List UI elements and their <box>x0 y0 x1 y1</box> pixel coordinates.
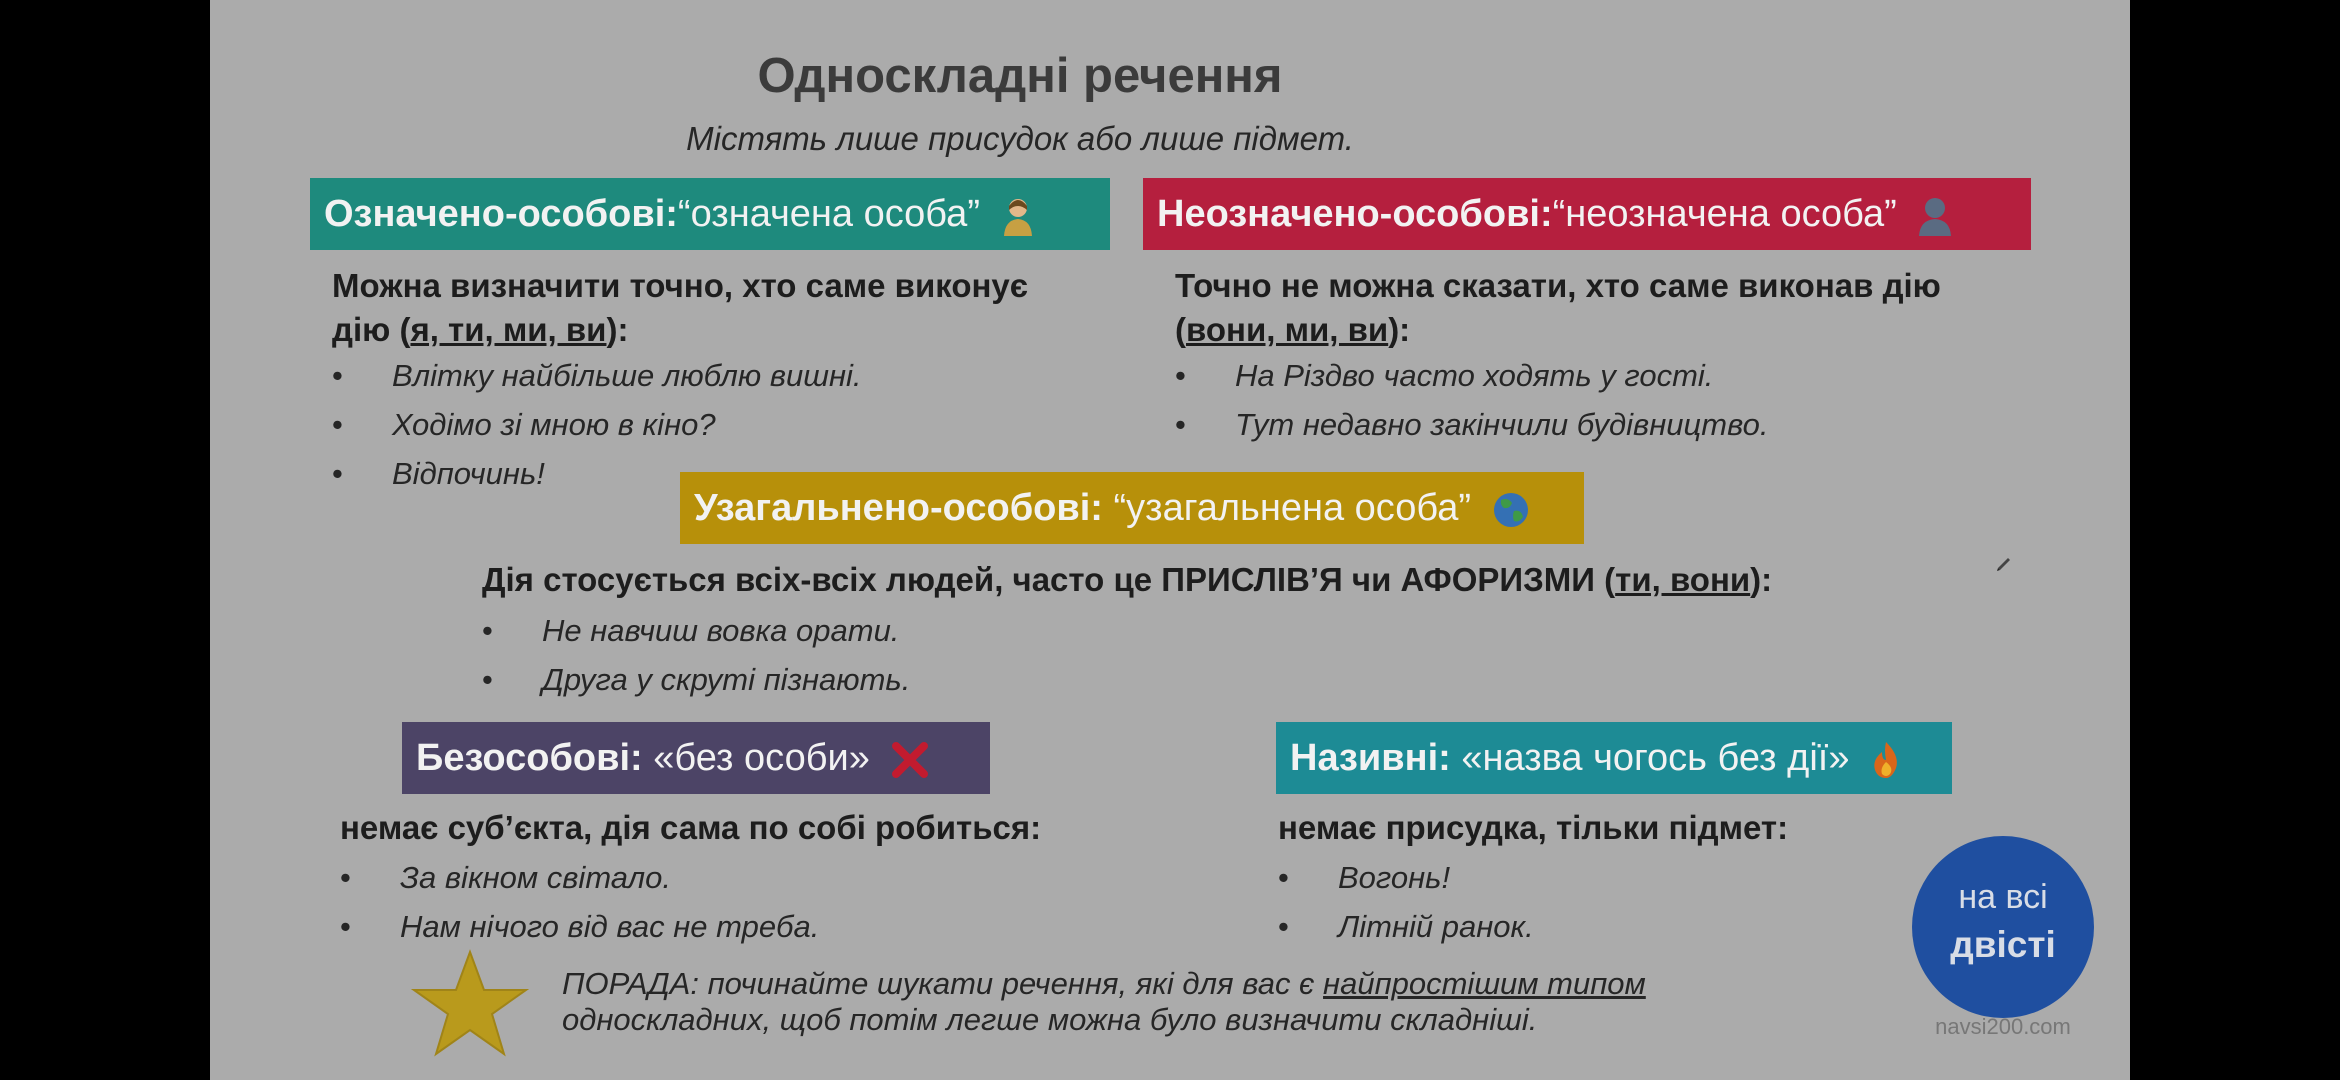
banner-indefinite-quote: “неозначена особа” <box>1552 193 1908 235</box>
banner-impersonal-term: Безособові: <box>416 737 654 779</box>
definite-heading-end: ): <box>606 311 629 348</box>
cross-icon <box>890 740 930 780</box>
list-item: • Тут недавно закінчили будівництво. <box>1175 400 1768 449</box>
list-item: • За вікном світало. <box>340 853 819 902</box>
banner-indefinite-term: Неозначено-особові: <box>1157 193 1553 235</box>
nominative-heading: немає присудка, тільки підмет: <box>1278 809 1789 846</box>
banner-impersonal-quote: «без особи» <box>653 737 870 779</box>
silhouette-icon <box>1917 196 1953 236</box>
generalized-heading-end: ): <box>1750 561 1773 598</box>
tip-text-part1: ПОРАДА: починайте шукати речення, які для вас є <box>562 966 1324 1001</box>
tip-underlined: найпростішим типом <box>1323 966 1646 1001</box>
fire-icon <box>1870 740 1902 780</box>
page-title: Односкладні речення <box>757 49 1283 103</box>
list-item: • На Різдво часто ходять у гості. <box>1175 351 1768 400</box>
list-item: • Друга у скруті пізнають. <box>482 655 910 704</box>
definite-heading <box>332 264 1092 352</box>
generalized-pronouns: ти, вони <box>1615 561 1751 598</box>
banner-nominative-term: Називні: <box>1290 737 1462 779</box>
page-subtitle: Містять лише присудок або лише підмет. <box>686 120 1354 157</box>
person-icon <box>1001 196 1035 236</box>
logo-line1: на всі <box>1958 878 2048 916</box>
banner-impersonal <box>402 722 990 794</box>
banner-generalized <box>680 472 1584 544</box>
banner-indefinite <box>1143 178 2031 250</box>
indefinite-heading <box>1175 264 2035 352</box>
tip-text-part2: односкладних, щоб потім легше можна було визначити складніші. <box>562 1002 1538 1037</box>
tip-text <box>562 966 1862 1038</box>
brand-url: navsi200.com <box>1935 1014 2071 1039</box>
indefinite-heading-end: ): <box>1388 311 1411 348</box>
definite-heading-text: Можна визначити точно, хто саме виконує дію ( <box>332 267 1028 348</box>
indefinite-heading-text: Точно не можна сказати, хто саме виконав дію ( <box>1175 267 1941 348</box>
list-item: • Літній ранок. <box>1278 902 1534 951</box>
indefinite-pronouns: вони, ми, ви <box>1186 311 1389 348</box>
nominative-examples <box>1278 853 1534 951</box>
banner-nominative-quote: «назва чогось без дії» <box>1461 737 1861 779</box>
generalized-heading <box>482 558 1882 602</box>
slide <box>210 0 2130 1080</box>
impersonal-examples <box>340 853 819 951</box>
list-item: • Не навчиш вовка орати. <box>482 606 910 655</box>
list-item: • Вогонь! <box>1278 853 1534 902</box>
banner-definite-quote: “означена особа” <box>677 193 980 235</box>
impersonal-heading: немає суб’єкта, дія сама по собі робиться: <box>340 809 1042 846</box>
list-item: • Нам нічого від вас не треба. <box>340 902 819 951</box>
indefinite-examples <box>1175 351 1768 449</box>
star-icon <box>408 948 532 1058</box>
banner-definite <box>310 178 1110 250</box>
banner-nominative <box>1276 722 1952 794</box>
logo-line2: двісті <box>1950 924 2056 965</box>
list-item: • Влітку найбільше люблю вишні. <box>332 351 862 400</box>
banner-definite-term: Означено-особові: <box>324 193 678 235</box>
generalized-examples <box>482 606 910 704</box>
definite-pronouns: я, ти, ми, ви <box>410 311 607 348</box>
list-item: • Відпочинь! <box>332 449 862 498</box>
list-item: • Ходімо зі мною в кіно? <box>332 400 862 449</box>
pencil-icon <box>1995 553 2013 571</box>
banner-generalized-quote: “узагальнена особа” <box>1113 487 1482 529</box>
brand-logo <box>1912 836 2094 1018</box>
globe-icon <box>1492 491 1530 529</box>
generalized-heading-text: Дія стосується всіх-всіх людей, часто це ПРИСЛІВ’Я чи АФОРИЗМИ ( <box>482 561 1616 598</box>
banner-generalized-term: Узагальнено-особові: <box>694 487 1114 529</box>
